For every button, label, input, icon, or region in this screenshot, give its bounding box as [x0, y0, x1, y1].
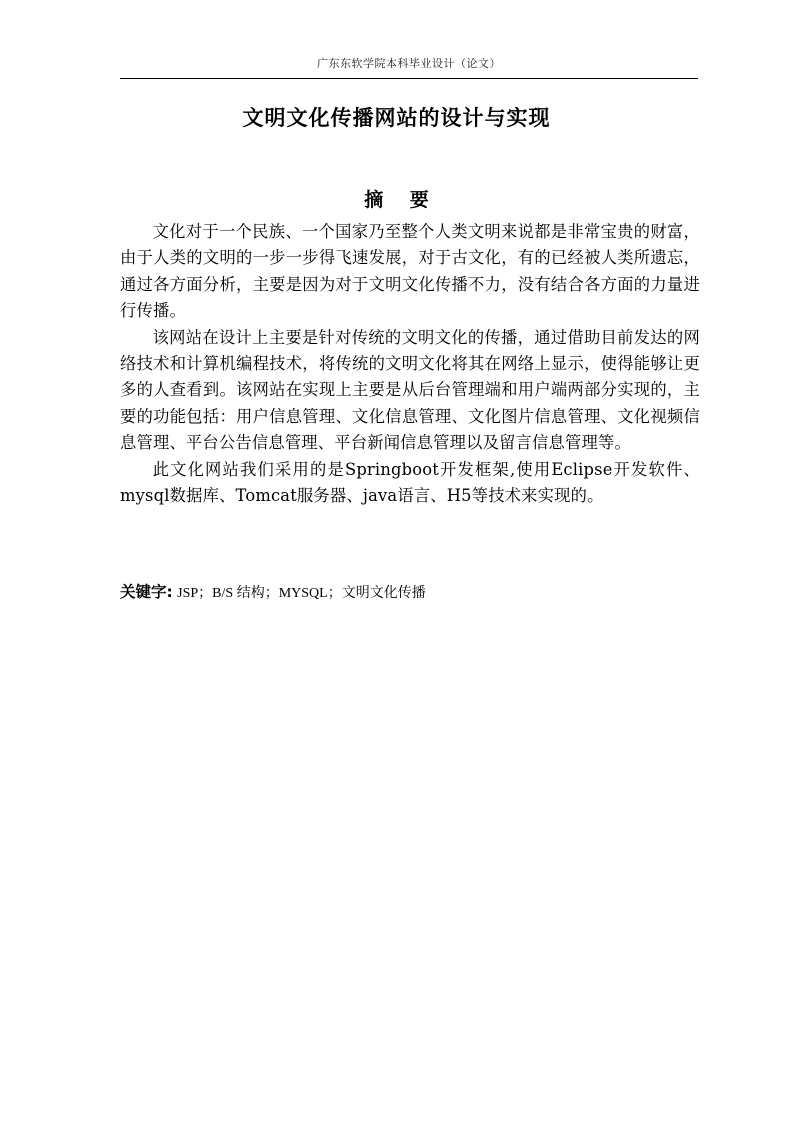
abstract-paragraph-1: 文化对于一个民族、一个国家乃至整个人类文明来说都是非常宝贵的财富，由于人类的文明的一步一步得飞速发展，对于古文化，有的已经被人类所遗忘，通过各方面分析，主要是因为对于文明文化传播不力，没有结合各方面的力量进行传播。 — [120, 222, 700, 321]
paper-title: 文明文化传播网站的设计与实现 — [242, 106, 551, 130]
keywords-label: 关键字: — [120, 583, 173, 601]
header-rule — [120, 78, 698, 79]
abstract-paragraph-3: 此文化网站我们采用的是Springboot开发框架,使用Eclipse开发软件、mysql数据库、Tomcat服务器、java语言、H5等技术来实现的。 — [120, 459, 700, 506]
abstract-body — [120, 219, 700, 509]
keywords-text: JSP；B/S 结构；MYSQL；文明文化传播 — [177, 586, 426, 601]
keywords-line — [120, 580, 700, 606]
running-header: 广东东软学院本科毕业设计（论文） — [317, 57, 501, 70]
abstract-heading: 摘 要 — [364, 189, 439, 211]
abstract-paragraph-2: 该网站在设计上主要是针对传统的文明文化的传播，通过借助目前发达的网络技术和计算机编程技术，将传统的文明文化将其在网络上显示，使得能够让更多的人查看到。该网站在实现上主要是从后台管理端和用户端两部分实现的，主要的功能包括：用户信息管理、文化信息管理、文化图片信息管理、文化视频信息管理、平台公告信息管理、平台新闻信息管理以及留言信息管理等。 — [120, 327, 700, 453]
